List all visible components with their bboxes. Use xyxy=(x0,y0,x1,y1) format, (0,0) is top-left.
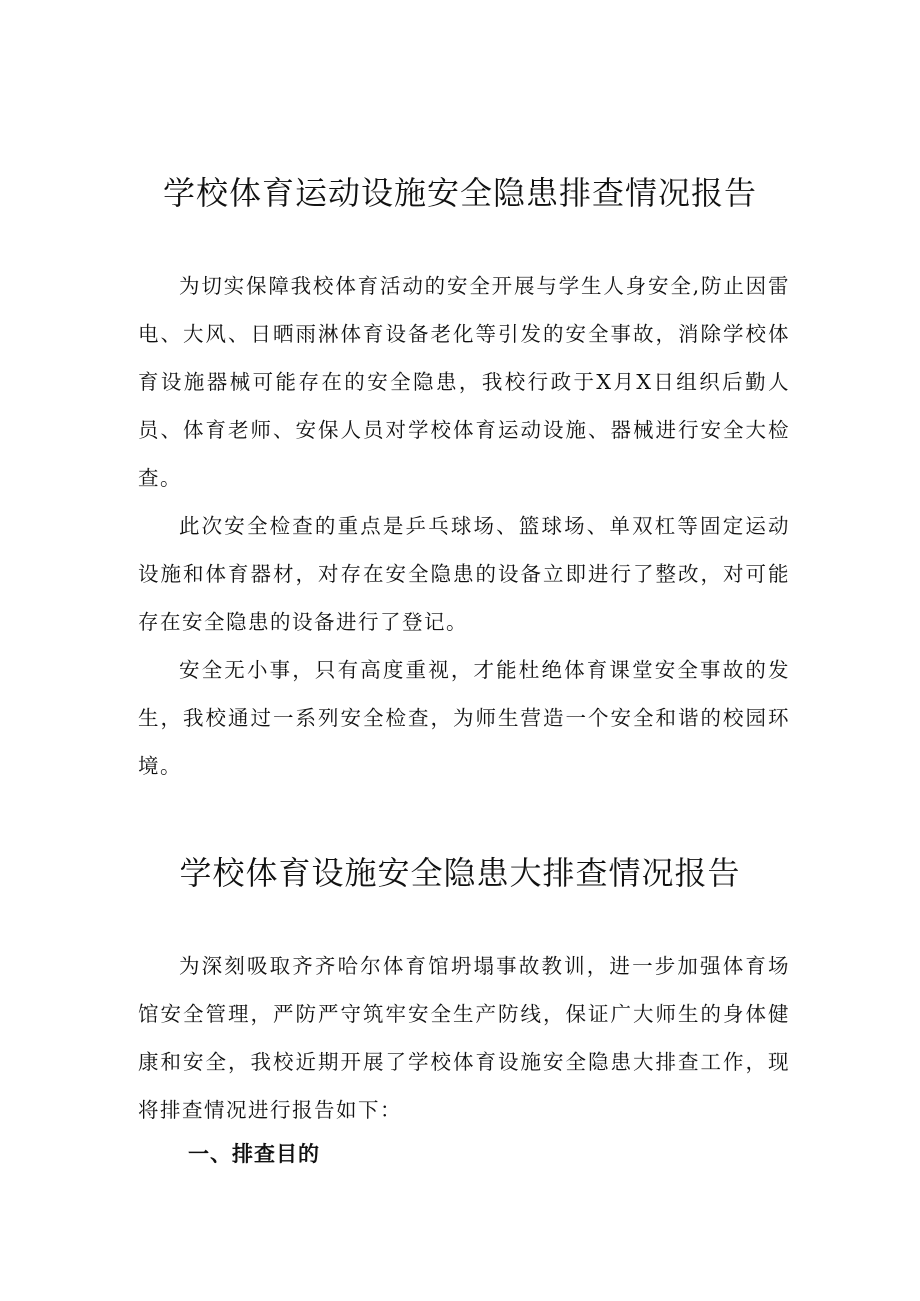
report-1-title: 学校体育运动设施安全隐患排查情况报告 xyxy=(162,174,757,212)
report-1-paragraph-3: 安全无小事，只有高度重视，才能杜绝体育课堂安全事故的发生，我校通过一系列安全检查，为师生营造一个安全和谐的校园环境。 xyxy=(138,658,790,778)
report-1-paragraph-1: 为切实保障我校体育活动的安全开展与学生人身安全,防止因雷电、大风、日晒雨淋体育设备老化等引发的安全事故，消除学校体育设施器械可能存在的安全隐患，我校行政于X月X日组织后勤人员、体育老师、安保人员对学校体育运动设施、器械进行安全大检查。 xyxy=(138,274,790,490)
section-heading: 一、排查目的 xyxy=(188,1142,320,1166)
report-1-paragraph-2: 此次安全检查的重点是乒乓球场、篮球场、单双杠等固定运动设施和体育器材，对存在安全隐患的设备立即进行了整改，对可能存在安全隐患的设备进行了登记。 xyxy=(138,514,790,634)
report-2-intro-paragraph: 为深刻吸取齐齐哈尔体育馆坍塌事故教训，进一步加强体育场馆安全管理，严防严守筑牢安全生产防线，保证广大师生的身体健康和安全，我校近期开展了学校体育设施安全隐患大排查工作，现将排查情况进行报告如下： xyxy=(138,954,790,1122)
report-2-title: 学校体育设施安全隐患大排查情况报告 xyxy=(179,854,741,892)
